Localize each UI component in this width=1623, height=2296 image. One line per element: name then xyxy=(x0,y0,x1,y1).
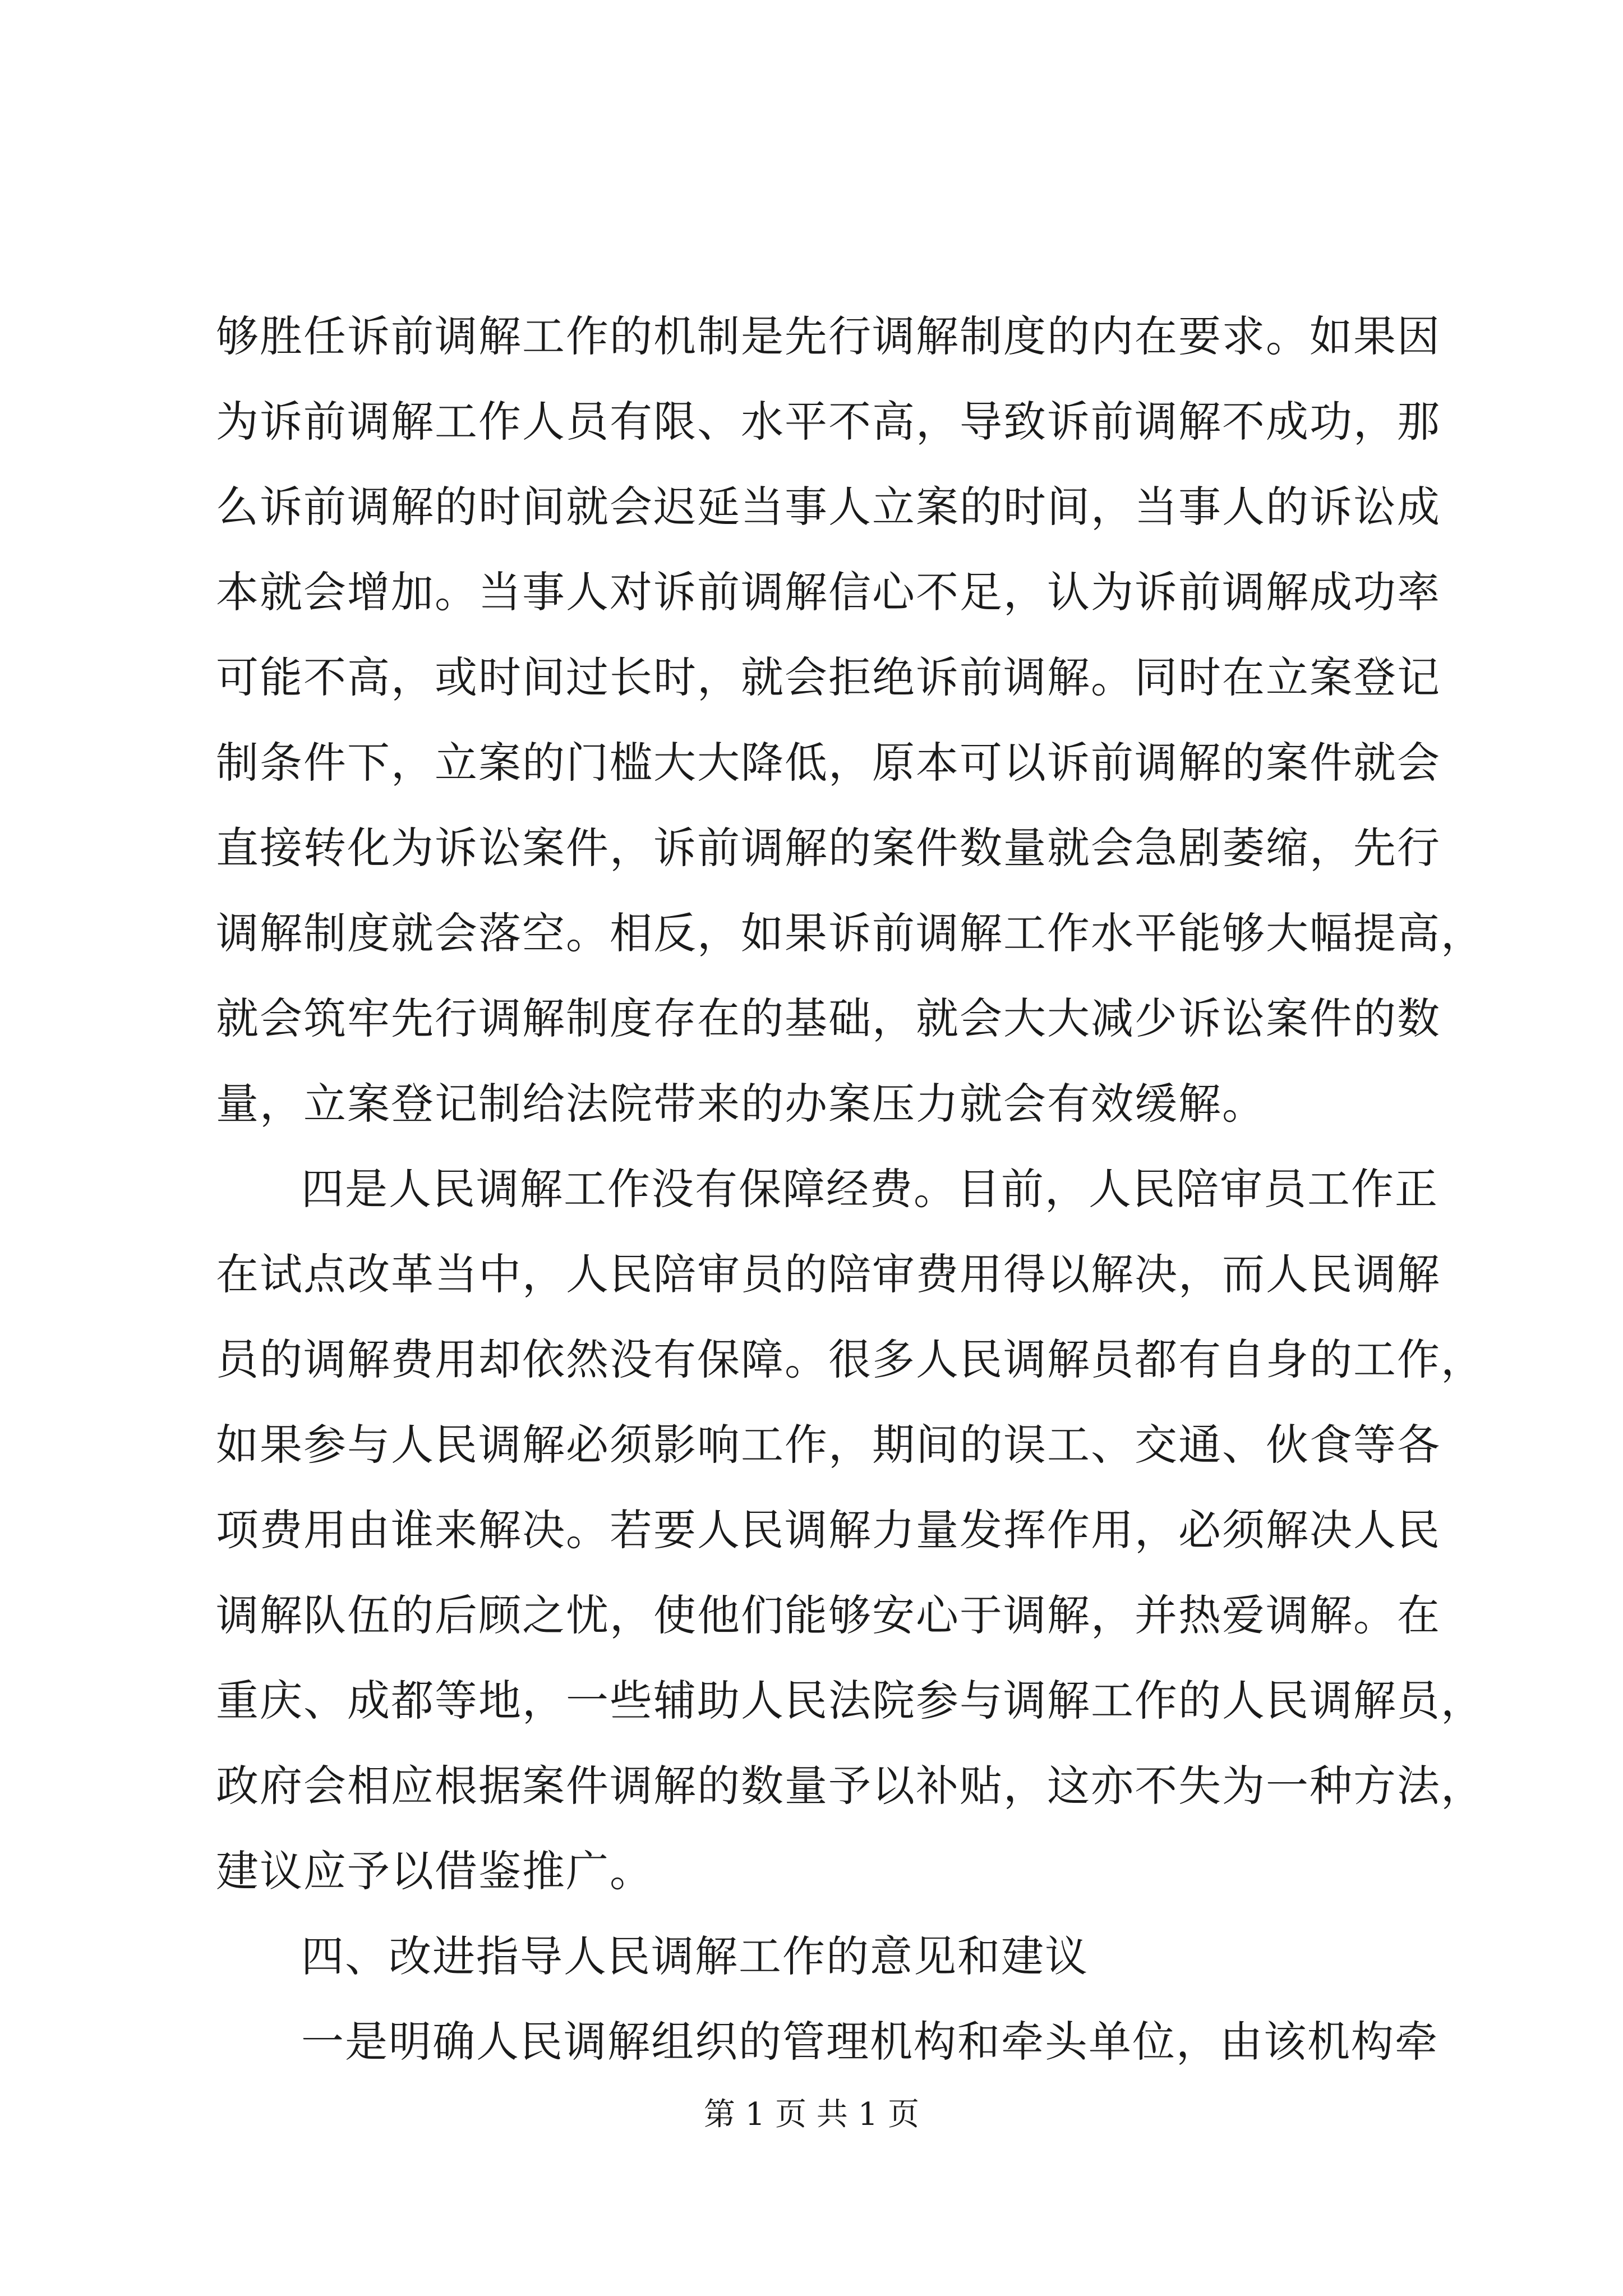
text-line: 四是人民调解工作没有保障经费。目前，人民陪审员工作正 xyxy=(301,1164,1438,1214)
text-line: 政府会相应根据案件调解的数量予以补贴，这亦不失为一种方法， xyxy=(216,1761,1484,1811)
text-line: 建议应予以借鉴推广。 xyxy=(216,1846,653,1896)
text-line: 为诉前调解工作人员有限、水平不高，导致诉前调解不成功，那 xyxy=(216,397,1441,447)
text-line: 如果参与人民调解必须影响工作，期间的误工、交通、伙食等各 xyxy=(216,1420,1441,1470)
text-line: 就会筑牢先行调解制度存在的基础，就会大大减少诉讼案件的数 xyxy=(216,993,1441,1043)
text-line: 项费用由谁来解决。若要人民调解力量发挥作用，必须解决人民 xyxy=(216,1505,1441,1555)
text-line: 员的调解费用却依然没有保障。很多人民调解员都有自身的工作， xyxy=(216,1335,1484,1384)
text-line: 调解队伍的后顾之忧，使他们能够安心于调解，并热爱调解。在 xyxy=(216,1590,1441,1640)
page-footer: 第 1 页 共 1 页 xyxy=(703,2096,920,2133)
section-heading: 四、改进指导人民调解工作的意见和建议 xyxy=(301,1931,1089,1981)
text-line: 么诉前调解的时间就会迟延当事人立案的时间，当事人的诉讼成 xyxy=(216,482,1441,532)
text-line: 够胜任诉前调解工作的机制是先行调解制度的内在要求。如果因 xyxy=(216,311,1441,361)
text-line: 制条件下，立案的门槛大大降低，原本可以诉前调解的案件就会 xyxy=(216,738,1441,788)
text-line: 可能不高，或时间过长时，就会拒绝诉前调解。同时在立案登记 xyxy=(216,652,1441,702)
text-line: 直接转化为诉讼案件，诉前调解的案件数量就会急剧萎缩，先行 xyxy=(216,823,1441,873)
text-line: 量，立案登记制给法院带来的办案压力就会有效缓解。 xyxy=(216,1079,1266,1129)
text-line: 一是明确人民调解组织的管理机构和牵头单位，由该机构牵 xyxy=(301,2017,1438,2067)
text-line: 在试点改革当中，人民陪审员的陪审费用得以解决，而人民调解 xyxy=(216,1249,1441,1299)
text-line: 重庆、成都等地，一些辅助人民法院参与调解工作的人民调解员， xyxy=(216,1676,1484,1726)
text-line: 本就会增加。当事人对诉前调解信心不足，认为诉前调解成功率 xyxy=(216,567,1441,617)
text-line: 调解制度就会落空。相反，如果诉前调解工作水平能够大幅提高， xyxy=(216,908,1484,958)
